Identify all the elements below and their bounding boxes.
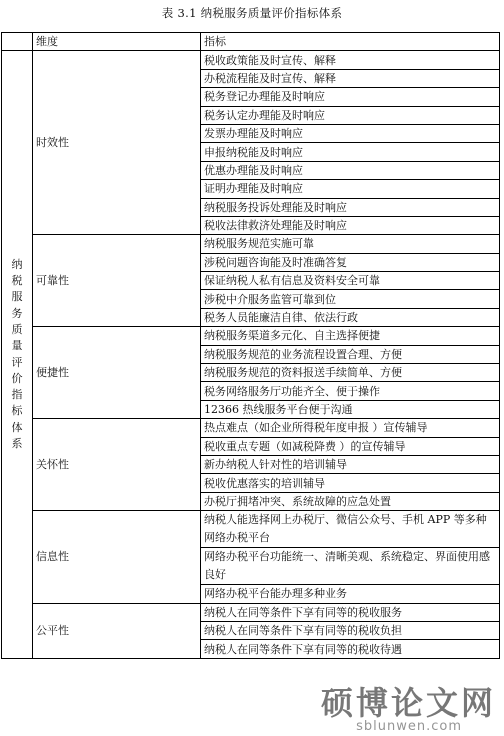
table-row (2, 235, 500, 253)
indicator-cell: 税收优惠落实的培训辅导 (201, 474, 500, 492)
dimension-cell: 公平性 (33, 603, 201, 658)
header-indicator: 指标 (201, 33, 500, 51)
header-dimension: 维度 (33, 33, 201, 51)
indicator-cell: 网络办税平台功能统一、清晰美观、系统稳定、界面使用感良好 (201, 548, 500, 585)
indicator-cell: 热点难点（如企业所得税年度申报 ）宣传辅导 (201, 419, 500, 437)
dimension-cell: 关怀性 (33, 419, 201, 511)
indicator-cell: 纳税人在同等条件下享有同等的税收服务 (201, 603, 500, 621)
dimension-cell: 信息性 (33, 511, 201, 603)
indicator-cell: 纳税服务投诉处理能及时响应 (201, 198, 500, 216)
table-row (2, 51, 500, 69)
evaluation-table (1, 32, 500, 659)
indicator-cell: 税收重点专题（如减税降费 ）的宣传辅导 (201, 437, 500, 455)
table-row (2, 327, 500, 345)
system-label-cell (2, 51, 33, 658)
indicator-cell: 优惠办理能及时响应 (201, 161, 500, 179)
indicator-cell: 发票办理能及时响应 (201, 124, 500, 142)
indicator-cell: 纳税服务规范的资料报送手续简单、方便 (201, 364, 500, 382)
indicator-cell: 办税厅拥堵冲突、系统故障的应急处置 (201, 492, 500, 510)
table-caption: 表 3.1 纳税服务质量评价指标体系 (161, 6, 343, 20)
indicator-cell: 税收政策能及时宣传、解释 (201, 51, 500, 69)
indicator-cell: 纳税服务规范的业务流程设置合理、方便 (201, 345, 500, 363)
watermark-logo-text: 硕博论文网 (320, 684, 496, 722)
indicator-cell: 纳税服务渠道多元化、自主选择便捷 (201, 327, 500, 345)
indicator-cell: 税收法律救济处理能及时响应 (201, 216, 500, 234)
indicator-cell: 税务人员能廉洁自律、依法行政 (201, 308, 500, 326)
indicator-cell: 涉税问题咨询能及时准确答复 (201, 253, 500, 271)
indicator-cell: 新办纳税人针对性的培训辅导 (201, 455, 500, 473)
system-label: 纳税服务质量评价指标体系 (11, 257, 23, 451)
table-row (2, 603, 500, 621)
indicator-cell: 申报纳税能及时响应 (201, 143, 500, 161)
indicator-cell: 税务登记办理能及时响应 (201, 88, 500, 106)
indicator-cell: 纳税人在同等条件下享有同等的税收待遇 (201, 640, 500, 658)
indicator-cell: 纳税人能选择网上办税厅、微信公众号、手机 APP 等多种网络办税平台 (201, 511, 500, 548)
indicator-cell: 证明办理能及时响应 (201, 180, 500, 198)
indicator-cell: 税务认定办理能及时响应 (201, 106, 500, 124)
indicator-cell: 办税流程能及时宣传、解释 (201, 69, 500, 87)
indicator-cell: 纳税服务规范实施可靠 (201, 235, 500, 253)
indicator-cell: 纳税人在同等条件下享有同等的税收负担 (201, 621, 500, 639)
indicator-cell: 12366 热线服务平台便于沟通 (201, 400, 500, 418)
indicator-cell: 保证纳税人私有信息及资料安全可靠 (201, 272, 500, 290)
indicator-cell: 网络办税平台能办理多种业务 (201, 585, 500, 603)
table-row (2, 511, 500, 548)
watermark-url: sblunwen.com (356, 719, 462, 734)
header-row (2, 33, 500, 51)
watermark (321, 686, 496, 734)
indicator-cell: 税务网络服务厅功能齐全、便于操作 (201, 382, 500, 400)
dimension-cell: 可靠性 (33, 235, 201, 327)
indicator-cell: 涉税中介服务监管可靠到位 (201, 290, 500, 308)
dimension-cell: 便捷性 (33, 327, 201, 419)
header-corner-cell (2, 33, 33, 51)
dimension-cell: 时效性 (33, 51, 201, 235)
table-row (2, 419, 500, 437)
